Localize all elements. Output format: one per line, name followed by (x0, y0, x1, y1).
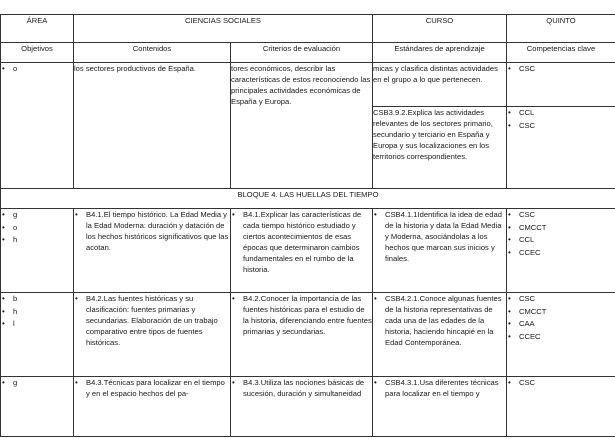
objectives-cell (1, 209, 74, 293)
area-label: ÁREA (1, 15, 74, 43)
competence-item: • CCEC (507, 247, 615, 260)
criteria-cell (231, 63, 373, 189)
competence-item: • CSC (507, 209, 615, 222)
contents-header: Contenidos (74, 43, 231, 63)
contents-text: los sectores productivos de España. (74, 64, 196, 73)
criteria-cell (231, 293, 373, 377)
competence-item: • CSC (507, 293, 615, 306)
objective-item: • l (1, 318, 73, 331)
grade-label: QUINTO (507, 15, 615, 43)
objectives-cell (1, 377, 74, 437)
table-row (1, 209, 615, 293)
table-row (1, 377, 615, 437)
standards-header: Estándares de aprendizaje (373, 43, 507, 63)
contents-cell (74, 293, 231, 377)
competences-header: Competencias clave (507, 43, 615, 63)
standards-cell (373, 293, 507, 377)
header-row (1, 15, 615, 43)
competence-item: • CSC (507, 63, 615, 76)
standards-text: • CSB4.1.1Identifica la idea de edad de la historia y data la Edad Media y Moderna, asociándolas a los hechos que marcan sus inicios y finales. (373, 209, 506, 264)
objectives-header: Objetivos (1, 43, 74, 63)
competence-item: • CMCCT (507, 222, 615, 235)
criteria-text: • B4.1.Explicar las características de cada tiempo histórico estudiado y ciertos acontecimientos de esas épocas que determinaron cambios fundamentales en el rumbo de la historia. (231, 209, 372, 275)
competence-item: • CSC (507, 377, 615, 390)
standards-cell (373, 63, 507, 107)
criteria-cell (231, 209, 373, 293)
standards-text: CSB3.9.2.Explica las actividades relevantes de los sectores primario, secundario y terciario en España y Europa y sus localizaciones en los territorios correspondientes. (373, 108, 493, 161)
objective-item: • b (1, 293, 73, 306)
criteria-text: • B4.3.Utiliza las nociones básicas de sucesión, duración y simultaneidad (231, 377, 372, 399)
competences-cell (507, 293, 615, 377)
competence-item: • CSC (507, 120, 615, 133)
objective-item: • g (1, 209, 73, 222)
objective-item: • h (1, 306, 73, 319)
criteria-header: Criterios de evaluación (231, 43, 373, 63)
competence-item: • CMCCT (507, 306, 615, 319)
subheader-row (1, 43, 615, 63)
competences-cell (507, 377, 615, 437)
block-title-row (1, 189, 615, 209)
contents-text: • B4.3.Técnicas para localizar en el tiempo y en el espacio hechos del pa- (74, 377, 230, 399)
competence-item: • CAA (507, 318, 615, 331)
competences-cell (507, 209, 615, 293)
competence-item: • CCL (507, 234, 615, 247)
course-label: CURSO (373, 15, 507, 43)
contents-cell (74, 63, 231, 189)
standards-text: • CSB4.3.1.Usa diferentes técnicas para localizar en el tiempo y (373, 377, 506, 399)
block-title: BLOQUE 4. LAS HUELLAS DEL TIEMPO (1, 189, 615, 209)
objective-item: • o (1, 222, 73, 235)
standards-text: micas y clasifica distintas actividades en el grupo a lo que pertenecen. (373, 64, 498, 84)
criteria-text: tores económicos, describir las características de estos reconociendo las principales actividades económicas de España y Europa. (231, 64, 371, 106)
standards-text: • CSB4.2.1.Conoce algunas fuentes de la historia representativas de cada una de las edades de la historia, haciendo hincapié en la Edad Contemporánea. (373, 293, 506, 348)
contents-text: • B4.1.El tiempo histórico. La Edad Media y la Edad Moderna: duración y datación de los hechos históricos significativos que las acotan. (74, 209, 230, 253)
contents-cell (74, 377, 231, 437)
curriculum-table (0, 14, 615, 437)
objectives-cell (1, 293, 74, 377)
objective-item: • h (1, 234, 73, 247)
competence-item: • CCEC (507, 331, 615, 344)
objectives-cell (1, 63, 74, 189)
standards-cell (373, 107, 507, 189)
criteria-cell (231, 377, 373, 437)
objective-item: • g (1, 377, 73, 390)
subject-title: CIENCIAS SOCIALES (74, 15, 373, 43)
contents-text: • B4.2.Las fuentes históricas y su clasificación: fuentes primarias y secundarias. Elaboración de un trabajo comparativo entre tipos de fuentes históricas. (74, 293, 230, 348)
competences-cell (507, 107, 615, 189)
table-row (1, 293, 615, 377)
standards-cell (373, 377, 507, 437)
competences-cell (507, 63, 615, 107)
criteria-text: • B4.2.Conocer la importancia de las fuentes históricas para el estudio de la historia, diferenciando entre fuentes primarias y secundarias. (231, 293, 372, 337)
competence-item: • CCL (507, 107, 615, 120)
objective-item: • o (1, 63, 73, 76)
contents-cell (74, 209, 231, 293)
standards-cell (373, 209, 507, 293)
table-row (1, 63, 615, 107)
